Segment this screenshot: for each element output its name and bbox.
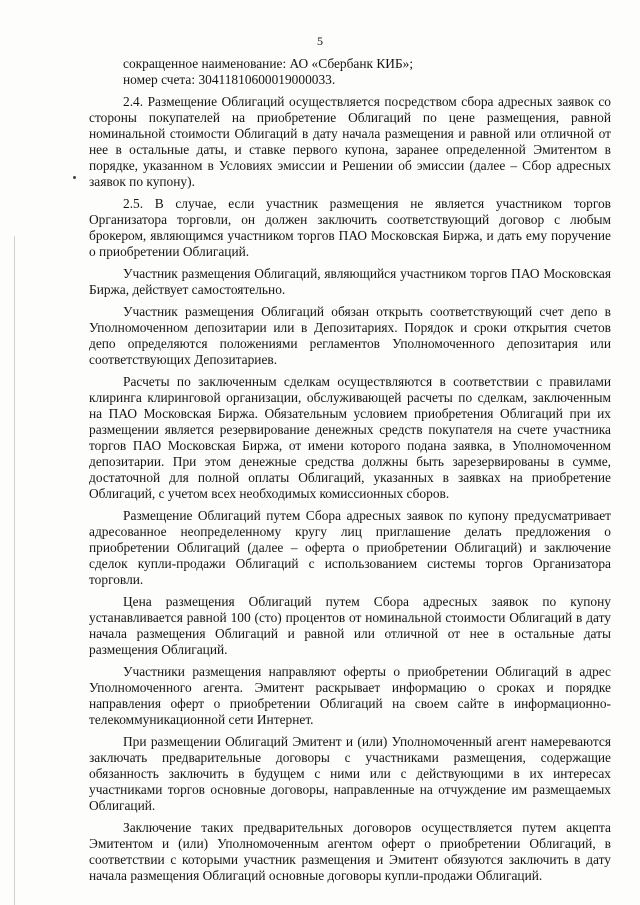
paragraph-participant-self: Участник размещения Облигаций, являющийся участником торгов ПАО Московская Биржа, действует самостоятельно. [89,266,611,297]
paragraph-preliminary-contracts: При размещении Облигаций Эмитент и (или) Уполномоченный агент намереваются заключать предварительные договоры с участниками размещения, содержащие обязанность заключить в будущем с ними или с действующими в их интересах участниками торгов основные договоры, направленные на отчуждение им размещаемых Облигаций. [89,734,611,813]
scan-margin-line [14,236,15,905]
page-number: 5 [317,34,323,48]
paragraph-depo-account: Участник размещения Облигаций обязан открыть соответствующий счет депо в Уполномоченном депозитарии или в Депозитариях. Порядок и сроки открытия счетов депо определяются положениями регламентов Уполномоченного депозитария или соответствующих Депозитариев. [89,304,611,367]
document-body [89,56,611,884]
account-number-line: номер счета: 30411810600019000033. [123,72,336,87]
paragraph-2-4: 2.4. Размещение Облигаций осуществляется посредством сбора адресных заявок со стороны покупателей на приобретение Облигаций по цене размещения, равной номинальной стоимости Облигаций в дату начала размещения и равной или отличной от нее в остальные даты, и ставке первого купона, заранее определенной Эмитентом в порядке, указанном в Условиях эмиссии и Решении об эмиссии (далее – Сбор адресных заявок по купону). [89,94,611,189]
short-name-line: сокращенное наименование: АО «Сбербанк КИБ»; [123,56,414,71]
paragraph-offers: Участники размещения направляют оферты о приобретении Облигаций в адрес Уполномоченного агента. Эмитент раскрывает информацию о сроках и порядке направления оферт о приобретении Облигаций на своем сайте в информационно-телекоммуникационной сети Интернет. [89,664,611,727]
paragraph-bookbuilding: Размещение Облигаций путем Сбора адресных заявок по купону предусматривает адресованное неопределенному кругу лиц приглашение делать предложения о приобретении Облигаций (далее – оферта о приобретении Облигаций) и заключение сделок купли-продажи Облигаций с использованием системы торгов Организатора торговли. [89,508,611,587]
paragraph-acceptance: Заключение таких предварительных договоров осуществляется путем акцепта Эмитентом и (или) Уполномоченным агентом оферт о приобретении Облигаций, в соответствии с которыми участник размещения и Эмитент обязуются заключить в дату начала размещения Облигаций основные договоры купли-продажи Облигаций. [89,820,611,883]
scan-artifact [73,176,76,179]
paragraph-2-5: 2.5. В случае, если участник размещения не является участником торгов Организатора торговли, он должен заключить соответствующий договор с любым брокером, являющимся участником торгов ПАО Московская Биржа, и дать ему поручение о приобретении Облигаций. [89,196,611,259]
paragraph-placement-price: Цена размещения Облигаций путем Сбора адресных заявок по купону устанавливается равной 100 (сто) процентов от номинальной стоимости Облигаций в дату начала размещения Облигаций и равной или отличной от нее в остальные даты размещения Облигаций. [89,594,611,657]
paragraph-settlements: Расчеты по заключенным сделкам осуществляются в соответствии с правилами клиринга клиринговой организации, обслуживающей расчеты по сделкам, заключенным на ПАО Московская Биржа. Обязательным условием приобретения Облигаций при их размещении является резервирование денежных средств покупателя на счете участника торгов ПАО Московская Биржа, от имени которого подана заявка, в Уполномоченном депозитарии. При этом денежные средства должны быть зарезервированы в сумме, достаточной для полной оплаты Облигаций, указанных в заявках на приобретение Облигаций, с учетом всех необходимых комиссионных сборов. [89,374,611,501]
